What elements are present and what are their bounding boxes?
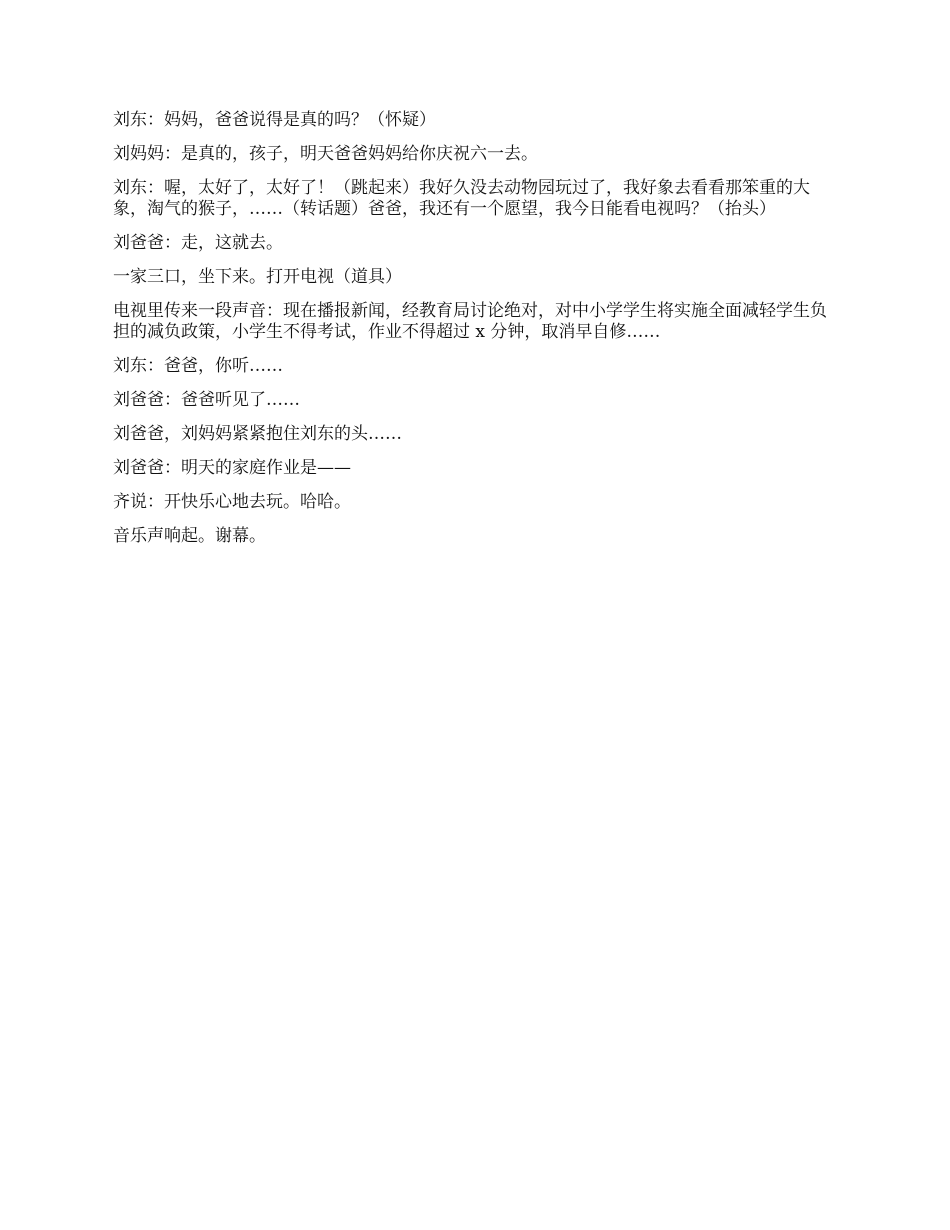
paragraph: 电视里传来一段声音：现在播报新闻，经教育局讨论绝对，对中小学学生将实施全面减轻学生负担的减负政策，小学生不得考试，作业不得超过 x 分钟，取消早自修…… xyxy=(113,301,827,342)
paragraph: 刘东：爸爸，你听…… xyxy=(113,356,283,376)
paragraph: 一家三口，坐下来。打开电视（道具） xyxy=(113,267,402,287)
paragraph: 刘东：喔，太好了，太好了！（跳起来）我好久没去动物园玩过了，我好象去看看那笨重的大象，淘气的猴子，……（转话题）爸爸，我还有一个愿望，我今日能看电视吗？（抬头） xyxy=(113,178,810,219)
paragraph: 刘妈妈：是真的，孩子，明天爸爸妈妈给你庆祝六一去。 xyxy=(113,144,538,164)
document-body xyxy=(113,110,841,560)
paragraph: 刘爸爸：明天的家庭作业是—— xyxy=(113,458,351,478)
paragraph: 音乐声响起。谢幕。 xyxy=(113,526,266,546)
paragraph: 齐说：开快乐心地去玩。哈哈。 xyxy=(113,492,351,512)
paragraph: 刘东：妈妈，爸爸说得是真的吗？（怀疑） xyxy=(113,110,436,130)
paragraph: 刘爸爸：走，这就去。 xyxy=(113,233,283,253)
paragraph: 刘爸爸，刘妈妈紧紧抱住刘东的头…… xyxy=(113,424,402,444)
paragraph: 刘爸爸：爸爸听见了…… xyxy=(113,390,300,410)
